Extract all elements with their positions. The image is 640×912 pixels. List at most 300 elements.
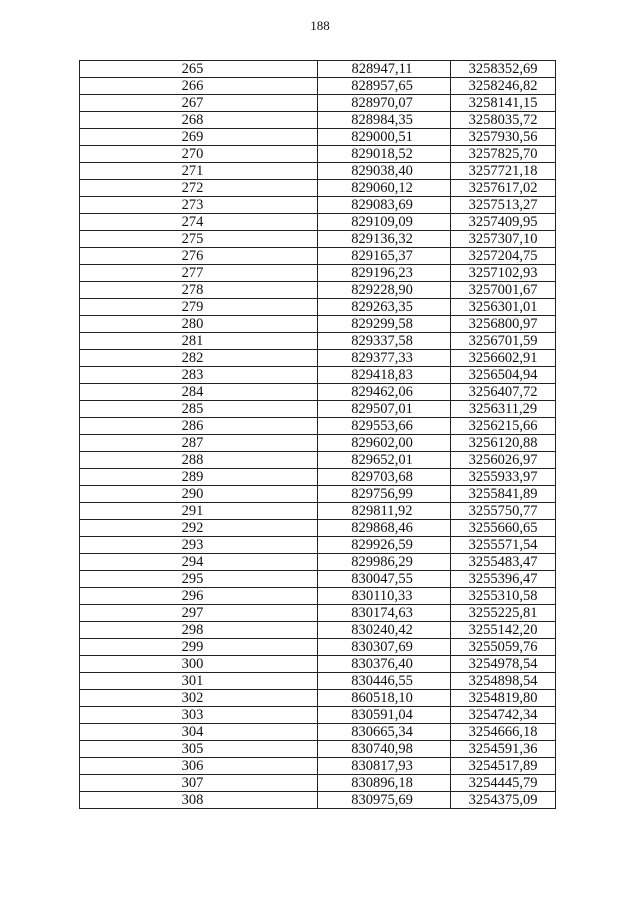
y-coordinate-cell xyxy=(451,163,556,180)
table-row xyxy=(80,724,556,741)
y-coordinate-cell xyxy=(451,656,556,673)
x-coordinate-cell xyxy=(318,554,451,571)
point-number-cell xyxy=(80,129,318,146)
x-coordinate-text: 829109,09 xyxy=(351,214,413,230)
y-coordinate-text: 3258035,72 xyxy=(468,112,538,128)
point-number-cell xyxy=(80,299,318,316)
x-coordinate-text: 829136,32 xyxy=(351,231,413,247)
point-number-text: 271 xyxy=(181,163,204,179)
x-coordinate-text: 829553,66 xyxy=(351,418,413,434)
x-coordinate-cell xyxy=(318,469,451,486)
x-coordinate-text: 830665,34 xyxy=(351,724,413,740)
y-coordinate-text: 3254375,09 xyxy=(468,792,538,808)
point-number-cell xyxy=(80,622,318,639)
y-coordinate-text: 3254742,34 xyxy=(468,707,538,723)
x-coordinate-text: 830240,42 xyxy=(351,622,413,638)
point-number-cell xyxy=(80,520,318,537)
x-coordinate-text: 830174,63 xyxy=(351,605,413,621)
point-number-cell xyxy=(80,435,318,452)
y-coordinate-cell xyxy=(451,503,556,520)
y-coordinate-cell xyxy=(451,571,556,588)
x-coordinate-cell xyxy=(318,724,451,741)
x-coordinate-text: 829060,12 xyxy=(351,180,413,196)
x-coordinate-cell xyxy=(318,61,451,78)
point-number-text: 272 xyxy=(181,180,204,196)
y-coordinate-cell xyxy=(451,418,556,435)
x-coordinate-cell xyxy=(318,265,451,282)
x-coordinate-cell xyxy=(318,367,451,384)
point-number-text: 279 xyxy=(181,299,204,315)
table-row xyxy=(80,605,556,622)
y-coordinate-text: 3258246,82 xyxy=(468,78,538,94)
y-coordinate-cell xyxy=(451,775,556,792)
y-coordinate-cell xyxy=(451,520,556,537)
y-coordinate-cell xyxy=(451,265,556,282)
point-number-text: 304 xyxy=(181,724,204,740)
x-coordinate-cell xyxy=(318,707,451,724)
x-coordinate-cell xyxy=(318,112,451,129)
point-number-text: 308 xyxy=(181,792,204,808)
point-number-cell xyxy=(80,163,318,180)
y-coordinate-cell xyxy=(451,622,556,639)
y-coordinate-text: 3255396,47 xyxy=(468,571,538,587)
y-coordinate-text: 3257825,70 xyxy=(468,146,538,162)
point-number-cell xyxy=(80,333,318,350)
y-coordinate-text: 3256504,94 xyxy=(468,367,538,383)
point-number-text: 276 xyxy=(181,248,204,264)
point-number-text: 300 xyxy=(181,656,204,672)
y-coordinate-text: 3256800,97 xyxy=(468,316,538,332)
table-row xyxy=(80,384,556,401)
x-coordinate-cell xyxy=(318,129,451,146)
point-number-text: 273 xyxy=(181,197,204,213)
point-number-cell xyxy=(80,741,318,758)
table-row xyxy=(80,707,556,724)
table-row xyxy=(80,571,556,588)
point-number-text: 283 xyxy=(181,367,204,383)
y-coordinate-cell xyxy=(451,248,556,265)
table-row xyxy=(80,316,556,333)
x-coordinate-text: 829228,90 xyxy=(351,282,413,298)
y-coordinate-cell xyxy=(451,231,556,248)
point-number-cell xyxy=(80,639,318,656)
table-row xyxy=(80,197,556,214)
table-row xyxy=(80,554,556,571)
x-coordinate-cell xyxy=(318,231,451,248)
table-row xyxy=(80,78,556,95)
x-coordinate-text: 829703,68 xyxy=(351,469,413,485)
point-number-text: 291 xyxy=(181,503,204,519)
point-number-cell xyxy=(80,95,318,112)
y-coordinate-cell xyxy=(451,333,556,350)
x-coordinate-text: 829926,59 xyxy=(351,537,413,553)
x-coordinate-cell xyxy=(318,656,451,673)
point-number-cell xyxy=(80,78,318,95)
x-coordinate-cell xyxy=(318,282,451,299)
x-coordinate-cell xyxy=(318,197,451,214)
y-coordinate-text: 3257721,18 xyxy=(468,163,538,179)
point-number-text: 297 xyxy=(181,605,204,621)
x-coordinate-text: 830376,40 xyxy=(351,656,413,672)
x-coordinate-text: 829377,33 xyxy=(351,350,413,366)
point-number-cell xyxy=(80,775,318,792)
point-number-text: 299 xyxy=(181,639,204,655)
page-number: 188 xyxy=(310,18,330,33)
x-coordinate-cell xyxy=(318,741,451,758)
point-number-text: 290 xyxy=(181,486,204,502)
y-coordinate-cell xyxy=(451,605,556,622)
table-row xyxy=(80,520,556,537)
table-row xyxy=(80,741,556,758)
table-row xyxy=(80,775,556,792)
x-coordinate-text: 829418,83 xyxy=(351,367,413,383)
y-coordinate-cell xyxy=(451,724,556,741)
y-coordinate-cell xyxy=(451,452,556,469)
x-coordinate-text: 829652,01 xyxy=(351,452,413,468)
x-coordinate-text: 829986,29 xyxy=(351,554,413,570)
y-coordinate-cell xyxy=(451,486,556,503)
x-coordinate-cell xyxy=(318,486,451,503)
x-coordinate-cell xyxy=(318,588,451,605)
table-row xyxy=(80,435,556,452)
table-row xyxy=(80,656,556,673)
x-coordinate-text: 829811,92 xyxy=(351,503,413,519)
point-number-cell xyxy=(80,656,318,673)
y-coordinate-text: 3256215,66 xyxy=(468,418,538,434)
table-row xyxy=(80,690,556,707)
x-coordinate-text: 829165,37 xyxy=(351,248,413,264)
x-coordinate-text: 830446,55 xyxy=(351,673,413,689)
x-coordinate-text: 829337,58 xyxy=(351,333,413,349)
y-coordinate-cell xyxy=(451,384,556,401)
point-number-cell xyxy=(80,537,318,554)
y-coordinate-text: 3254819,80 xyxy=(468,690,538,706)
point-number-cell xyxy=(80,231,318,248)
table-row xyxy=(80,537,556,554)
point-number-cell xyxy=(80,690,318,707)
y-coordinate-text: 3257617,02 xyxy=(468,180,538,196)
y-coordinate-cell xyxy=(451,639,556,656)
x-coordinate-cell xyxy=(318,792,451,809)
point-number-text: 269 xyxy=(181,129,204,145)
table-row xyxy=(80,214,556,231)
x-coordinate-text: 829196,23 xyxy=(351,265,413,281)
table-row xyxy=(80,758,556,775)
table-row xyxy=(80,180,556,197)
table-row xyxy=(80,350,556,367)
x-coordinate-cell xyxy=(318,214,451,231)
x-coordinate-text: 828947,11 xyxy=(351,61,413,77)
point-number-text: 266 xyxy=(181,78,204,94)
y-coordinate-text: 3256026,97 xyxy=(468,452,538,468)
point-number-cell xyxy=(80,265,318,282)
x-coordinate-cell xyxy=(318,435,451,452)
x-coordinate-cell xyxy=(318,299,451,316)
point-number-cell xyxy=(80,350,318,367)
y-coordinate-text: 3254517,89 xyxy=(468,758,538,774)
x-coordinate-text: 828984,35 xyxy=(351,112,413,128)
x-coordinate-cell xyxy=(318,571,451,588)
y-coordinate-cell xyxy=(451,588,556,605)
x-coordinate-text: 828957,65 xyxy=(351,78,413,94)
point-number-text: 265 xyxy=(181,61,204,77)
point-number-text: 282 xyxy=(181,350,204,366)
x-coordinate-cell xyxy=(318,537,451,554)
x-coordinate-cell xyxy=(318,316,451,333)
x-coordinate-text: 830896,18 xyxy=(351,775,413,791)
point-number-cell xyxy=(80,503,318,520)
table-row xyxy=(80,163,556,180)
x-coordinate-cell xyxy=(318,333,451,350)
coordinates-table xyxy=(79,60,556,809)
point-number-cell xyxy=(80,282,318,299)
y-coordinate-text: 3256701,59 xyxy=(468,333,538,349)
point-number-cell xyxy=(80,571,318,588)
table-row xyxy=(80,231,556,248)
x-coordinate-text: 829038,40 xyxy=(351,163,413,179)
table-row xyxy=(80,639,556,656)
y-coordinate-cell xyxy=(451,299,556,316)
table-row xyxy=(80,95,556,112)
table-row xyxy=(80,282,556,299)
y-coordinate-text: 3256311,29 xyxy=(468,401,538,417)
x-coordinate-cell xyxy=(318,401,451,418)
point-number-cell xyxy=(80,758,318,775)
y-coordinate-cell xyxy=(451,741,556,758)
y-coordinate-cell xyxy=(451,197,556,214)
point-number-text: 285 xyxy=(181,401,204,417)
y-coordinate-cell xyxy=(451,146,556,163)
x-coordinate-text: 829756,99 xyxy=(351,486,413,502)
table-row xyxy=(80,673,556,690)
table-row xyxy=(80,299,556,316)
point-number-cell xyxy=(80,588,318,605)
x-coordinate-text: 828970,07 xyxy=(351,95,413,111)
x-coordinate-text: 829018,52 xyxy=(351,146,413,162)
table-row xyxy=(80,248,556,265)
table-row xyxy=(80,418,556,435)
point-number-text: 281 xyxy=(181,333,204,349)
point-number-cell xyxy=(80,197,318,214)
y-coordinate-text: 3255660,65 xyxy=(468,520,538,536)
table-row xyxy=(80,503,556,520)
x-coordinate-cell xyxy=(318,639,451,656)
y-coordinate-text: 3256301,01 xyxy=(468,299,538,315)
x-coordinate-text: 830307,69 xyxy=(351,639,413,655)
point-number-text: 275 xyxy=(181,231,204,247)
point-number-cell xyxy=(80,605,318,622)
x-coordinate-cell xyxy=(318,146,451,163)
y-coordinate-text: 3255933,97 xyxy=(468,469,538,485)
y-coordinate-text: 3257307,10 xyxy=(468,231,538,247)
y-coordinate-cell xyxy=(451,401,556,418)
x-coordinate-text: 830591,04 xyxy=(351,707,413,723)
y-coordinate-cell xyxy=(451,367,556,384)
point-number-text: 296 xyxy=(181,588,204,604)
point-number-text: 301 xyxy=(181,673,204,689)
coordinates-table-body xyxy=(80,61,556,809)
point-number-text: 286 xyxy=(181,418,204,434)
x-coordinate-text: 829602,00 xyxy=(351,435,413,451)
table-row xyxy=(80,129,556,146)
y-coordinate-cell xyxy=(451,673,556,690)
point-number-cell xyxy=(80,724,318,741)
point-number-cell xyxy=(80,792,318,809)
x-coordinate-cell xyxy=(318,690,451,707)
y-coordinate-cell xyxy=(451,435,556,452)
point-number-cell xyxy=(80,401,318,418)
table-row xyxy=(80,588,556,605)
y-coordinate-cell xyxy=(451,792,556,809)
point-number-text: 292 xyxy=(181,520,204,536)
table-row xyxy=(80,61,556,78)
point-number-cell xyxy=(80,707,318,724)
y-coordinate-text: 3256407,72 xyxy=(468,384,538,400)
point-number-text: 284 xyxy=(181,384,204,400)
x-coordinate-cell xyxy=(318,78,451,95)
y-coordinate-cell xyxy=(451,758,556,775)
point-number-cell xyxy=(80,452,318,469)
point-number-text: 287 xyxy=(181,435,204,451)
x-coordinate-text: 829000,51 xyxy=(351,129,413,145)
point-number-cell xyxy=(80,146,318,163)
point-number-cell xyxy=(80,214,318,231)
x-coordinate-cell xyxy=(318,452,451,469)
x-coordinate-cell xyxy=(318,758,451,775)
x-coordinate-text: 829462,06 xyxy=(351,384,413,400)
point-number-text: 302 xyxy=(181,690,204,706)
point-number-cell xyxy=(80,367,318,384)
x-coordinate-text: 829263,35 xyxy=(351,299,413,315)
x-coordinate-text: 830975,69 xyxy=(351,792,413,808)
point-number-text: 288 xyxy=(181,452,204,468)
y-coordinate-cell xyxy=(451,95,556,112)
x-coordinate-cell xyxy=(318,673,451,690)
point-number-cell xyxy=(80,554,318,571)
point-number-cell xyxy=(80,418,318,435)
x-coordinate-cell xyxy=(318,248,451,265)
y-coordinate-cell xyxy=(451,61,556,78)
point-number-cell xyxy=(80,469,318,486)
y-coordinate-text: 3254591,36 xyxy=(468,741,538,757)
y-coordinate-cell xyxy=(451,112,556,129)
x-coordinate-cell xyxy=(318,180,451,197)
point-number-text: 268 xyxy=(181,112,204,128)
y-coordinate-text: 3255841,89 xyxy=(468,486,538,502)
y-coordinate-text: 3258141,15 xyxy=(468,95,538,111)
table-row xyxy=(80,469,556,486)
y-coordinate-text: 3256120,88 xyxy=(468,435,538,451)
point-number-text: 306 xyxy=(181,758,204,774)
point-number-cell xyxy=(80,384,318,401)
table-row xyxy=(80,401,556,418)
point-number-text: 305 xyxy=(181,741,204,757)
y-coordinate-text: 3255483,47 xyxy=(468,554,538,570)
point-number-text: 289 xyxy=(181,469,204,485)
y-coordinate-cell xyxy=(451,537,556,554)
table-row xyxy=(80,792,556,809)
y-coordinate-text: 3255310,58 xyxy=(468,588,538,604)
point-number-text: 303 xyxy=(181,707,204,723)
point-number-text: 280 xyxy=(181,316,204,332)
y-coordinate-cell xyxy=(451,690,556,707)
y-coordinate-text: 3257204,75 xyxy=(468,248,538,264)
x-coordinate-text: 830740,98 xyxy=(351,741,413,757)
point-number-text: 307 xyxy=(181,775,204,791)
table-row xyxy=(80,452,556,469)
y-coordinate-cell xyxy=(451,554,556,571)
x-coordinate-cell xyxy=(318,384,451,401)
y-coordinate-text: 3257409,95 xyxy=(468,214,538,230)
y-coordinate-text: 3254978,54 xyxy=(468,656,538,672)
table-row xyxy=(80,146,556,163)
point-number-text: 295 xyxy=(181,571,204,587)
y-coordinate-cell xyxy=(451,316,556,333)
x-coordinate-text: 829507,01 xyxy=(351,401,413,417)
x-coordinate-cell xyxy=(318,775,451,792)
point-number-text: 294 xyxy=(181,554,204,570)
point-number-cell xyxy=(80,248,318,265)
x-coordinate-text: 860518,10 xyxy=(351,690,413,706)
y-coordinate-text: 3255142,20 xyxy=(468,622,538,638)
point-number-cell xyxy=(80,486,318,503)
y-coordinate-cell xyxy=(451,282,556,299)
x-coordinate-cell xyxy=(318,503,451,520)
y-coordinate-text: 3255225,81 xyxy=(468,605,538,621)
x-coordinate-cell xyxy=(318,622,451,639)
x-coordinate-text: 830817,93 xyxy=(351,758,413,774)
table-row xyxy=(80,265,556,282)
table-row xyxy=(80,112,556,129)
x-coordinate-cell xyxy=(318,95,451,112)
point-number-text: 274 xyxy=(181,214,204,230)
y-coordinate-text: 3256602,91 xyxy=(468,350,538,366)
x-coordinate-cell xyxy=(318,520,451,537)
y-coordinate-text: 3257930,56 xyxy=(468,129,538,145)
point-number-cell xyxy=(80,673,318,690)
x-coordinate-text: 830110,33 xyxy=(351,588,413,604)
point-number-cell xyxy=(80,316,318,333)
y-coordinate-text: 3254445,79 xyxy=(468,775,538,791)
point-number-cell xyxy=(80,61,318,78)
table-row xyxy=(80,486,556,503)
y-coordinate-text: 3257102,93 xyxy=(468,265,538,281)
y-coordinate-text: 3254898,54 xyxy=(468,673,538,689)
y-coordinate-cell xyxy=(451,350,556,367)
x-coordinate-text: 830047,55 xyxy=(351,571,413,587)
table-row xyxy=(80,622,556,639)
point-number-text: 270 xyxy=(181,146,204,162)
x-coordinate-cell xyxy=(318,605,451,622)
table-row xyxy=(80,333,556,350)
y-coordinate-cell xyxy=(451,180,556,197)
x-coordinate-text: 829299,58 xyxy=(351,316,413,332)
point-number-text: 298 xyxy=(181,622,204,638)
x-coordinate-text: 829868,46 xyxy=(351,520,413,536)
y-coordinate-text: 3255571,54 xyxy=(468,537,538,553)
y-coordinate-text: 3255059,76 xyxy=(468,639,538,655)
y-coordinate-text: 3257001,67 xyxy=(468,282,538,298)
point-number-text: 278 xyxy=(181,282,204,298)
point-number-text: 277 xyxy=(181,265,204,281)
point-number-text: 267 xyxy=(181,95,204,111)
y-coordinate-cell xyxy=(451,469,556,486)
y-coordinate-cell xyxy=(451,129,556,146)
point-number-cell xyxy=(80,112,318,129)
x-coordinate-cell xyxy=(318,163,451,180)
x-coordinate-text: 829083,69 xyxy=(351,197,413,213)
y-coordinate-text: 3257513,27 xyxy=(468,197,538,213)
